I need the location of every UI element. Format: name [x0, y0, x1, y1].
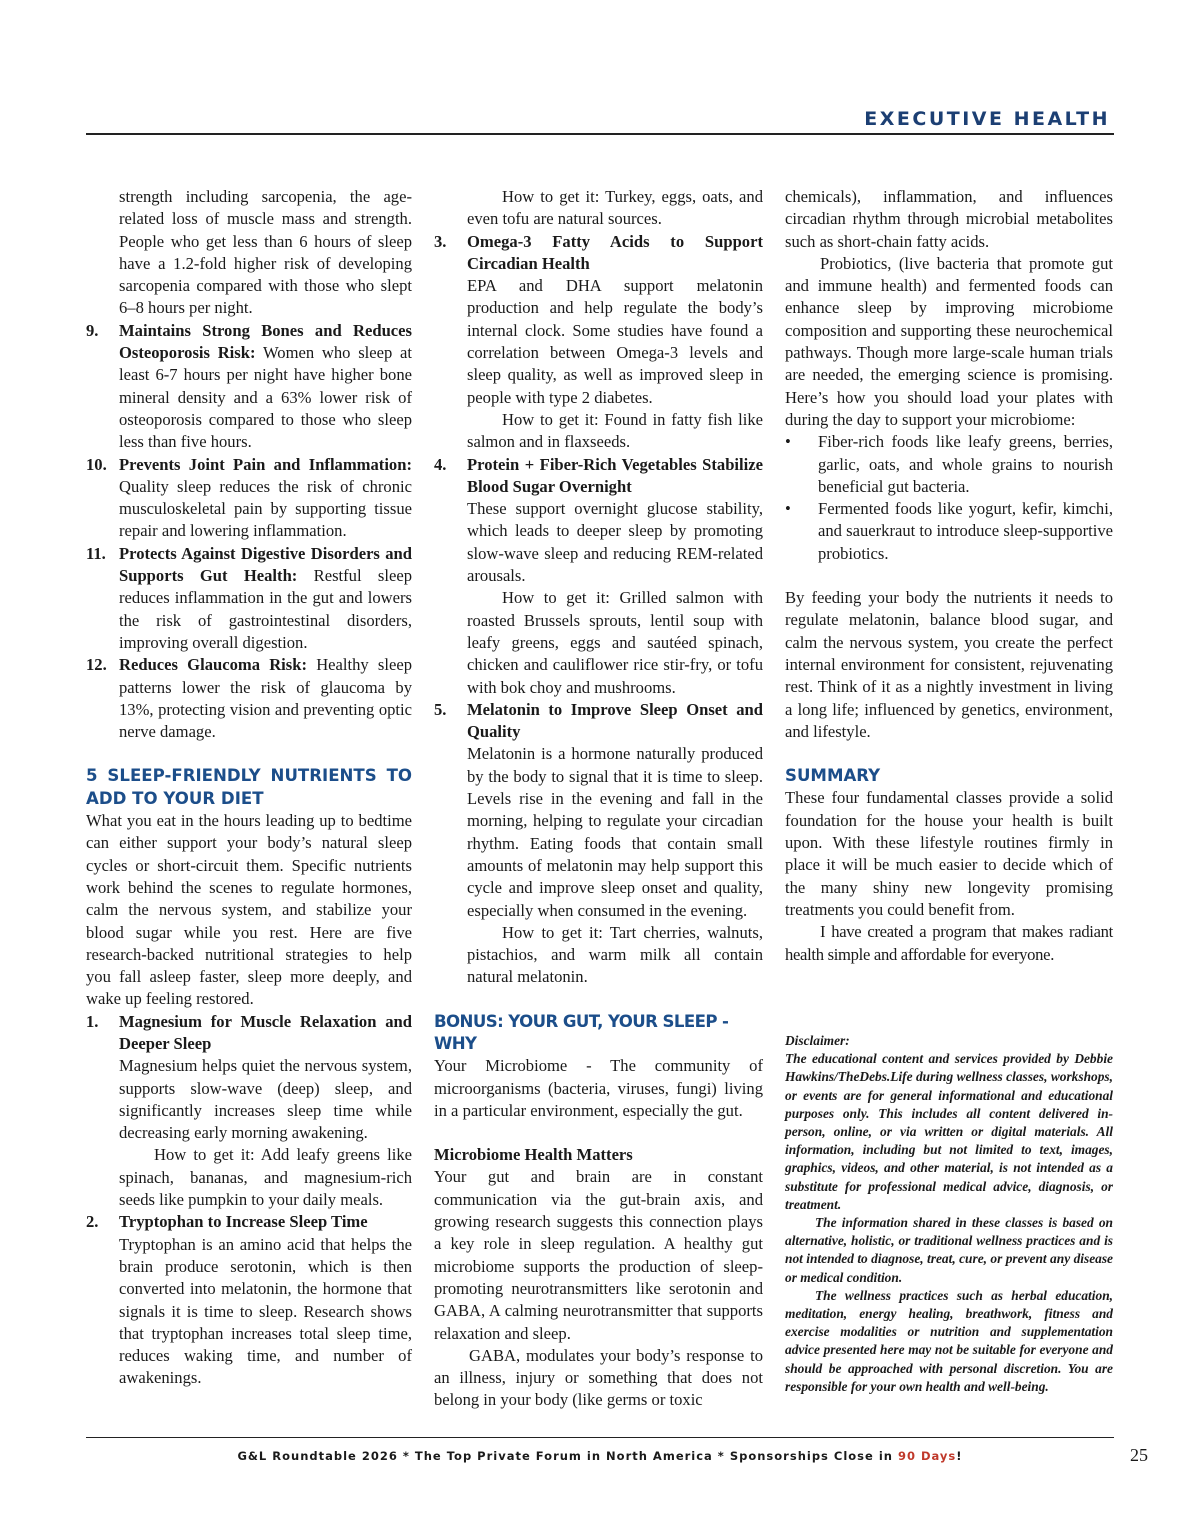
- intro-paragraph: strength including sarcopenia, the age-related loss of muscle mass and strength. People who get less than 6 hours of sleep have a 1.2-fold higher risk of developing sarcopenia compared with those who slept 6–8 hours per night.: [119, 187, 412, 318]
- footer-highlight: 90 Days: [897, 1449, 957, 1463]
- bullet-item: [785, 431, 1113, 498]
- nutrient-1: [86, 1011, 412, 1212]
- list-item-10: [86, 454, 412, 543]
- bullet-item: [785, 498, 1113, 565]
- disclaimer-paragraph: The wellness practices such as herbal education, meditation, energy healing, breathwork, fitness and exercise modalities or nutrition and supplementation advice presented here may not be suitable for everyone and should be approached with personal discretion. You are responsible for your own health and well-being.: [785, 1287, 1113, 1394]
- list-item-9: [86, 320, 412, 454]
- item-text: Quality sleep reduces the risk of chronic musculoskeletal pain by supporting tissue repair and lowering inflammation.: [119, 476, 412, 541]
- item-title: Protects Against Digestive Disorders and Supports Gut Health:: [119, 543, 412, 586]
- how-to-get-it: How to get it: Found in fatty fish like salmon and in flaxseeds.: [467, 409, 763, 452]
- nutrient-4: [434, 454, 763, 699]
- summary-paragraph: These four fundamental classes provide a solid foundation for the house your health is built upon. With these lifestyle routines firmly in place it will be much easier to decide which of the many shiny new longevity promising treatments you could benefit from.: [785, 788, 1113, 919]
- how-to-get-it: How to get it: Grilled salmon with roasted Brussels sprouts, lentil soup with leafy greens, eggs and sautéed spinach, chicken and cauliflower rice stir-fry, or tofu with bok choy and mushrooms.: [467, 588, 763, 697]
- continued-paragraph: chemicals), inflammation, and influences circadian rhythm through microbial metabolites such as short-chain fatty acids.: [785, 187, 1113, 251]
- item-number: 11.: [86, 543, 106, 563]
- how-to-get-it: How to get it: Tart cherries, walnuts, pistachios, and warm milk all contain natural melatonin.: [467, 922, 763, 987]
- gaba-paragraph: GABA, modulates your body’s response to an illness, injury or something that does not belong in your body (like germs or toxic: [434, 1345, 763, 1410]
- how-to-get-it: How to get it: Turkey, eggs, oats, and even tofu are natural sources.: [467, 187, 763, 229]
- item-title: Maintains Strong Bones and Reduces Osteoporosis Risk:: [119, 320, 412, 363]
- item-text: Tryptophan is an amino acid that helps the brain produce serotonin, which is then converted into melatonin, the hormone that signals it is time to sleep. Research shows that tryptophan increases total sleep time, reduces waking time, and number of awakenings.: [119, 1234, 412, 1388]
- disclaimer-paragraph: The information shared in these classes is based on alternative, holistic, or traditional wellness practices and is not intended to diagnose, treat, cure, or prevent any disease or medical condition.: [785, 1215, 1113, 1285]
- nutrient-5: [434, 699, 763, 989]
- bottom-rule: [86, 1437, 1114, 1438]
- disclaimer-title: Disclaimer:: [785, 1033, 850, 1048]
- summary-heading: SUMMARY: [785, 766, 881, 786]
- item-number: 9.: [86, 320, 99, 340]
- item-text: Healthy sleep patterns lower the risk of glaucoma by 13%, protecting vision and preventing optic nerve damage.: [119, 655, 412, 742]
- microbiome-subheading: Microbiome Health Matters: [434, 1145, 633, 1165]
- item-number: 3.: [434, 231, 447, 251]
- item-number: 2.: [86, 1212, 99, 1232]
- column-1: [86, 186, 412, 1390]
- item-text: Melatonin is a hormone naturally produced by the body to signal that it is time to sleep. Levels rise in the evening and fall in the morning, helping to regulate your circadian rhythm. Eating foods that contain small amounts of melatonin may help support this cycle and improve sleep onset and quality, especially when consumed in the evening.: [467, 744, 763, 920]
- column-2: [434, 186, 763, 1412]
- item-number: 1.: [86, 1011, 99, 1031]
- item-number: 5.: [434, 699, 447, 719]
- item-title: Melatonin to Improve Sleep Onset and Quality: [467, 699, 763, 742]
- page-number: 25: [1130, 1445, 1148, 1465]
- item-title: Magnesium for Muscle Relaxation and Deeper Sleep: [119, 1011, 412, 1053]
- item-text: EPA and DHA support melatonin production and help regulate the body’s internal clock. Some studies have found a correlation between Omega-3 levels and sleep quality, as well as improved sleep in people with type 2 diabetes.: [467, 276, 763, 407]
- column-3: [785, 186, 1113, 966]
- bullet-text: Fermented foods like yogurt, kefir, kimchi, and sauerkraut to introduce sleep-supportive probiotics.: [818, 499, 1113, 563]
- item-text: These support overnight glucose stability, which leads to deeper sleep by promoting slow-wave sleep and reducing REM-related arousals.: [467, 499, 763, 586]
- item-text: Women who sleep at least 6-7 hours per night have higher bone mineral density and a 63% lower risk of osteoporosis compared to those who sleep less than five hours.: [119, 343, 413, 452]
- footer-banner: [86, 1449, 1114, 1463]
- nutrients-intro: What you eat in the hours leading up to bedtime can either support your body’s natural sleep cycles or short-circuit them. Specific nutrients work behind the scenes to regulate hormones, calm the nervous system, and stabilize your blood sugar while you rest. Here are five research-backed nutritional strategies to help you fall asleep faster, sleep more deeply, and wake up feeling restored.: [86, 811, 412, 1009]
- bonus-paragraph: Your Microbiome - The community of microorganisms (bacteria, viruses, fungi) living in a particular environment, especially the gut.: [434, 1056, 763, 1120]
- section-label: EXECUTIVE HEALTH: [864, 108, 1110, 130]
- item-number: 10.: [86, 454, 107, 474]
- bonus-heading: BONUS: YOUR GUT, YOUR SLEEP - WHY: [434, 1011, 729, 1053]
- bullet-text: Fiber-rich foods like leafy greens, berries, garlic, oats, and whole grains to nourish beneficial gut bacteria.: [818, 432, 1113, 496]
- nutrients-heading: 5 SLEEP-FRIENDLY NUTRIENTS TO ADD TO YOUR DIET: [86, 766, 412, 808]
- item-title: Prevents Joint Pain and Inflammation:: [119, 454, 412, 474]
- how-to-get-it: How to get it: Add leafy greens like spinach, bananas, and magnesium-rich seeds like pumpkin to your daily meals.: [119, 1145, 412, 1210]
- nutrient-2: [86, 1211, 412, 1389]
- item-number: 12.: [86, 655, 107, 675]
- item-text: Restful sleep reduces inflammation in the gut and lowers the risk of gastrointestinal disorders, improving overall digestion.: [119, 566, 412, 652]
- item-number: 4.: [434, 454, 447, 474]
- item-title: Omega-3 Fatty Acids to Support Circadian Health: [467, 231, 763, 273]
- footer-text-end: !: [956, 1449, 963, 1463]
- item-title: Reduces Glaucoma Risk:: [119, 655, 307, 675]
- microbiome-paragraph: Your gut and brain are in constant communication via the gut-brain axis, and growing research suggests this connection plays a key role in sleep regulation. A healthy gut microbiome supports the production of sleep-promoting neurotransmitters like serotonin and GABA, A calming neurotransmitter that supports relaxation and sleep.: [434, 1167, 763, 1343]
- top-rule: [86, 133, 1114, 135]
- nutrient-3: [434, 231, 763, 454]
- list-item-12: [86, 654, 412, 743]
- item-text: Magnesium helps quiet the nervous system, supports slow-wave (deep) sleep, and significantly increases sleep time while decreasing early morning awakening.: [119, 1056, 412, 1143]
- item-title: Protein + Fiber-Rich Vegetables Stabilize Blood Sugar Overnight: [467, 454, 763, 496]
- bullet-icon: •: [785, 432, 791, 452]
- probiotics-paragraph: Probiotics, (live bacteria that promote gut and immune health) and fermented foods can enhance sleep by improving microbiome composition and supporting these neurochemical pathways. Though more large-scale human trials are needed, the emerging science is promising. Here’s how you should load your plates with during the day to support your microbiome:: [785, 253, 1113, 429]
- program-paragraph: I have created a program that makes radiant health simple and affordable for everyone.: [785, 922, 1113, 964]
- feeding-paragraph: By feeding your body the nutrients it needs to regulate melatonin, balance blood sugar, and calm the nervous system, you create the perfect internal environment for consistent, rejuvenating rest. Think of it as a nightly investment in living a long life; influenced by genetics, environment, and lifestyle.: [785, 588, 1113, 741]
- bullet-icon: •: [785, 499, 791, 519]
- disclaimer-paragraph: The educational content and services provided by Debbie Hawkins/TheDebs.Life during wellness classes, workshops, or events are for general informational and educational purposes only. This includes all content delivered in-person, online, or via written or digital materials. All information, including but not limited to text, images, graphics, videos, and other material, is not intended as a substitute for professional medical advice, diagnosis, or treatment.: [785, 1051, 1113, 1212]
- disclaimer: [785, 1032, 1113, 1396]
- list-item-11: [86, 543, 412, 654]
- item-title: Tryptophan to Increase Sleep Time: [119, 1212, 368, 1232]
- footer-text: G&L Roundtable 2026 * The Top Private Forum in North America * Sponsorships Close in: [237, 1449, 898, 1463]
